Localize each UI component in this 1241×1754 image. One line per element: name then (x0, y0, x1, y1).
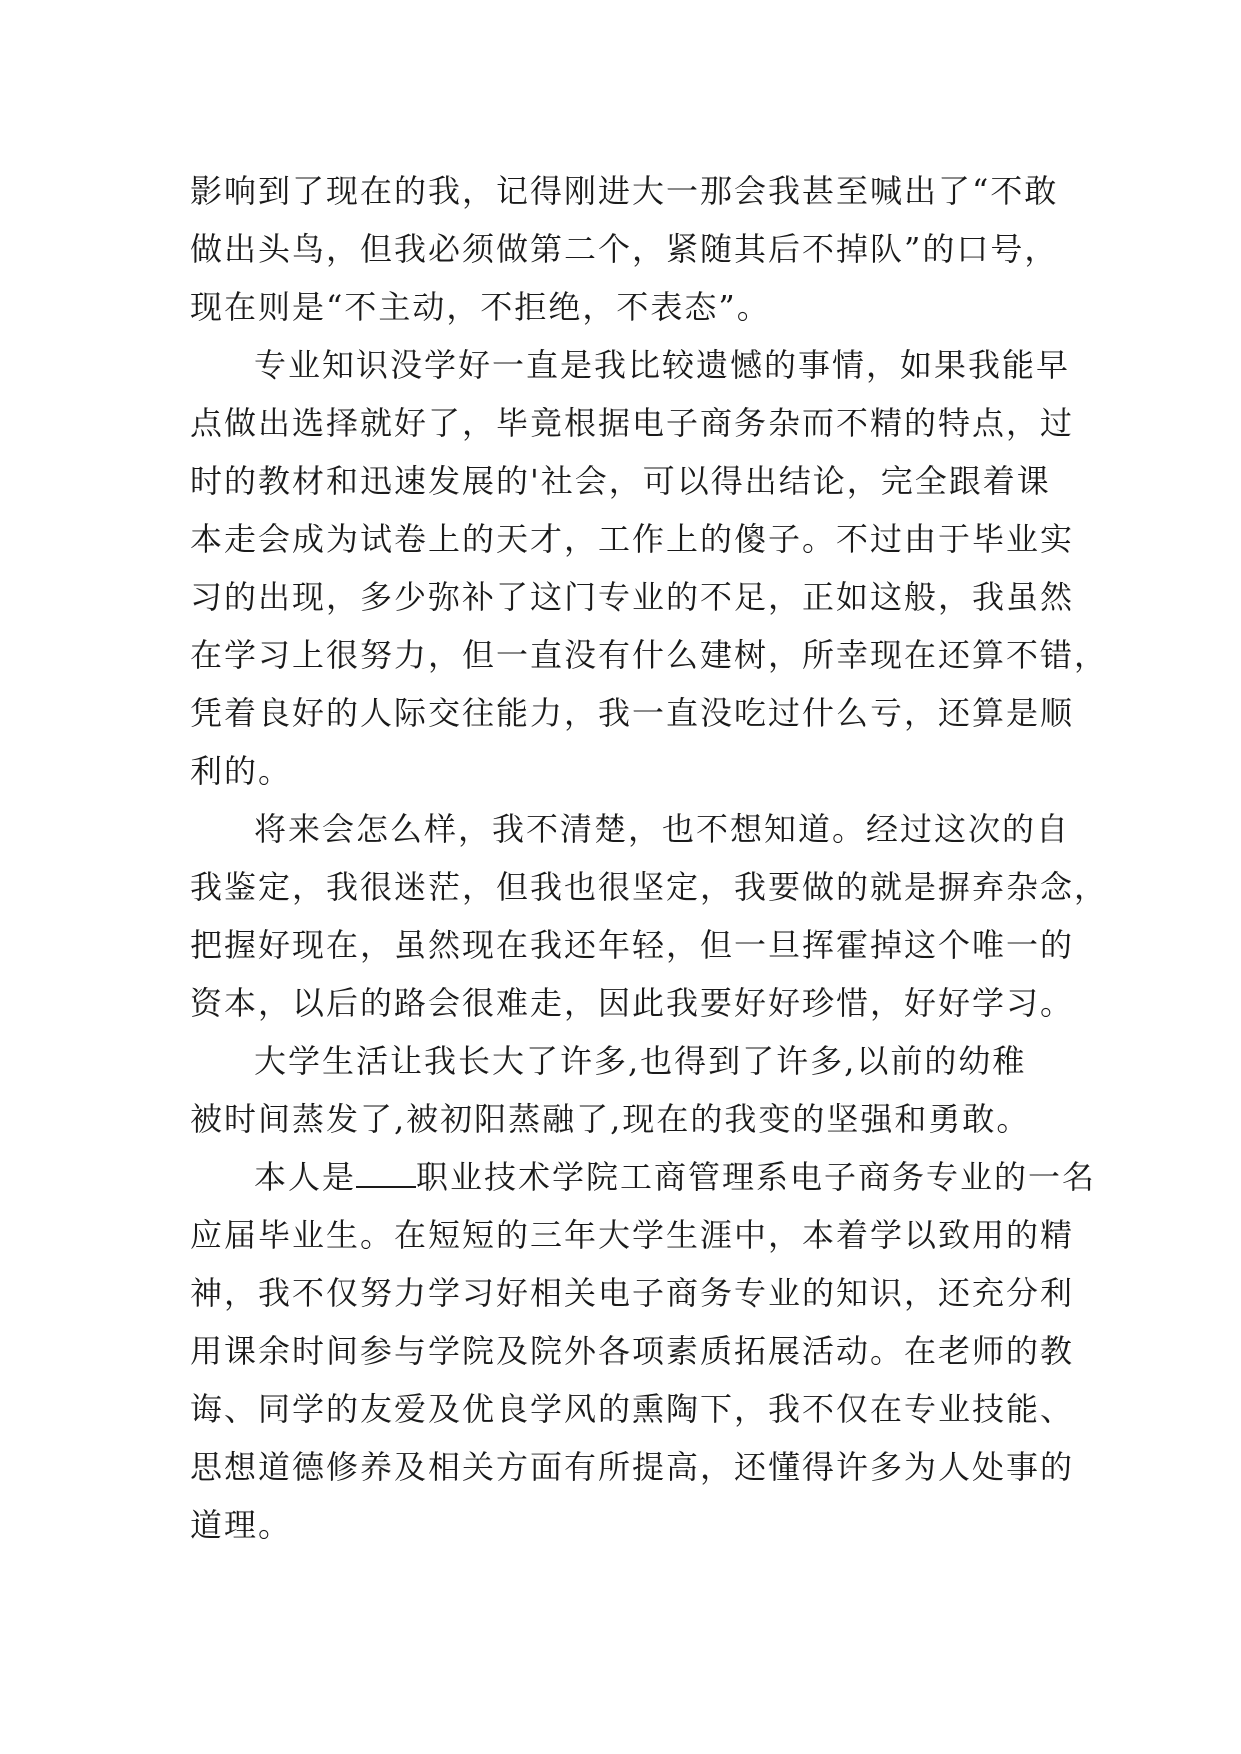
text-line: 我鉴定，我很迷茫，但我也很坚定，我要做的就是摒弃杂念， (190, 868, 1109, 906)
text-line-with-blank (190, 1148, 1097, 1206)
line-suffix: 职业技术学院工商管理系电子商务专业的一名 (416, 1158, 1097, 1196)
paragraph-1 (190, 162, 1059, 336)
fill-in-blank (356, 1156, 416, 1188)
text-line: 用课余时间参与学院及院外各项素质拓展活动。在老师的教 (190, 1332, 1075, 1370)
text-line: 时的教材和迅速发展的'社会，可以得出结论，完全跟着课 (190, 462, 1051, 500)
text-line: 现在则是“不主动，不拒绝，不表态”。 (190, 288, 771, 326)
text-line: 本走会成为试卷上的天才，工作上的傻子。不过由于毕业实 (190, 520, 1075, 558)
text-line: 点做出选择就好了，毕竟根据电子商务杂而不精的特点，过 (190, 404, 1075, 442)
text-line: 大学生活让我长大了许多,也得到了许多,以前的幼稚 (254, 1042, 1027, 1080)
text-line: 利的。 (190, 752, 293, 790)
text-line: 影响到了现在的我，记得刚进大一那会我甚至喊出了“不敢 (190, 172, 1059, 210)
paragraph-5 (190, 1148, 1097, 1554)
text-line: 习的出现，多少弥补了这门专业的不足，正如这般，我虽然 (190, 578, 1075, 616)
text-line: 应届毕业生。在短短的三年大学生涯中，本着学以致用的精 (190, 1216, 1075, 1254)
document-body (190, 162, 1109, 1554)
text-line: 将来会怎么样，我不清楚，也不想知道。经过这次的自 (254, 810, 1071, 848)
text-line: 专业知识没学好一直是我比较遗憾的事情，如果我能早 (254, 346, 1071, 384)
text-line: 诲、同学的友爱及优良学风的熏陶下，我不仅在专业技能、 (190, 1390, 1075, 1428)
text-line: 资本，以后的路会很难走，因此我要好好珍惜，好好学习。 (190, 984, 1075, 1022)
text-line: 神，我不仅努力学习好相关电子商务专业的知识，还充分利 (190, 1274, 1075, 1312)
text-line: 把握好现在，虽然现在我还年轻，但一旦挥霍掉这个唯一的 (190, 926, 1075, 964)
paragraph-2 (190, 336, 1109, 800)
paragraph-4 (190, 1032, 1050, 1148)
text-line: 被时间蒸发了,被初阳蒸融了,现在的我变的坚强和勇敢。 (190, 1100, 1031, 1138)
text-line: 凭着良好的人际交往能力，我一直没吃过什么亏，还算是顺 (190, 694, 1075, 732)
text-line: 思想道德修养及相关方面有所提高，还懂得许多为人处事的 (190, 1448, 1075, 1486)
line-prefix: 本人是 (254, 1158, 357, 1196)
text-line: 道理。 (190, 1506, 293, 1544)
text-line: 做出头鸟，但我必须做第二个，紧随其后不掉队”的口号， (190, 230, 1059, 268)
paragraph-3 (190, 800, 1109, 1032)
text-line: 在学习上很努力，但一直没有什么建树，所幸现在还算不错， (190, 636, 1109, 674)
